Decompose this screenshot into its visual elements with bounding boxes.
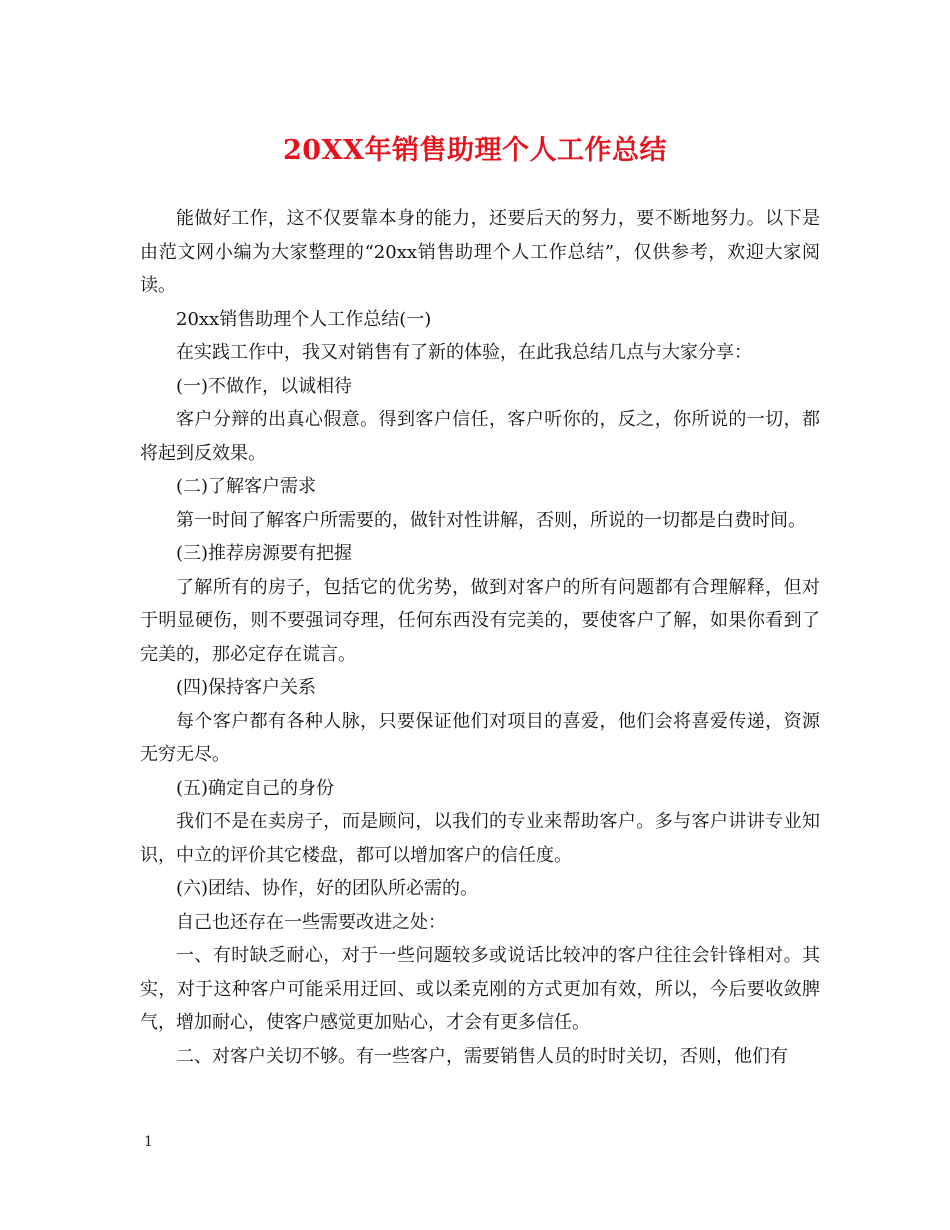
page-title: 20XX年销售助理个人工作总结	[283, 135, 667, 166]
subheading: (六)团结、协作，好的团队所必需的。	[176, 878, 479, 899]
paragraph: 在实践工作中，我又对销售有了新的体验，在此我总结几点与大家分享：	[176, 342, 752, 363]
paragraph: 第一时间了解客户所需要的，做针对性讲解，否则，所说的一切都是白费时间。	[176, 509, 806, 531]
paragraph: 每个客户都有各种人脉，只要保证他们对项目的喜爱，他们会将喜爱传递，资源无穷无尽。	[140, 710, 820, 765]
section-heading: 20xx销售助理个人工作总结(一)	[176, 308, 432, 330]
paragraph: 客户分辩的出真心假意。得到客户信任，客户听你的，反之，你所说的一切，都将起到反效果。	[140, 409, 820, 464]
paragraph: 二、对客户关切不够。有一些客户，需要销售人员的时时关切，否则，他们有	[176, 1045, 788, 1067]
subheading: (四)保持客户关系	[176, 677, 317, 698]
page-number: 1	[144, 1134, 153, 1150]
subheading: (二)了解客户需求	[176, 476, 317, 497]
subheading: (一)不做作，以诚相待	[176, 375, 353, 397]
subheading: (三)推荐房源要有把握	[176, 543, 353, 564]
paragraph: 一、有时缺乏耐心，对于一些问题较多或说话比较冲的客户往往会针锋相对。其实，对于这种客户可能采用迂回、或以柔克刚的方式更加有效，所以，今后要收敛脾气，增加耐心，使客户感觉更加贴心，才会有更多信任。	[140, 945, 820, 1033]
subheading: (五)确定自己的身份	[176, 777, 335, 799]
paragraph: 了解所有的房子，包括它的优劣势，做到对客户的所有问题都有合理解释，但对于明显硬伤，则不要强词夺理，任何东西没有完美的，要使客户了解，如果你看到了完美的，那必定存在谎言。	[140, 576, 820, 665]
document-body	[140, 202, 820, 1073]
paragraph: 我们不是在卖房子，而是顾问，以我们的专业来帮助客户。多与客户讲讲专业知识，中立的评价其它楼盘，都可以增加客户的信任度。	[140, 811, 820, 866]
paragraph-intro: 能做好工作，这不仅要靠本身的能力，还要后天的努力，要不断地努力。以下是由范文网小编为大家整理的“20xx销售助理个人工作总结”，仅供参考，欢迎大家阅读。	[140, 208, 820, 296]
paragraph: 自己也还存在一些需要改进之处：	[176, 911, 446, 933]
